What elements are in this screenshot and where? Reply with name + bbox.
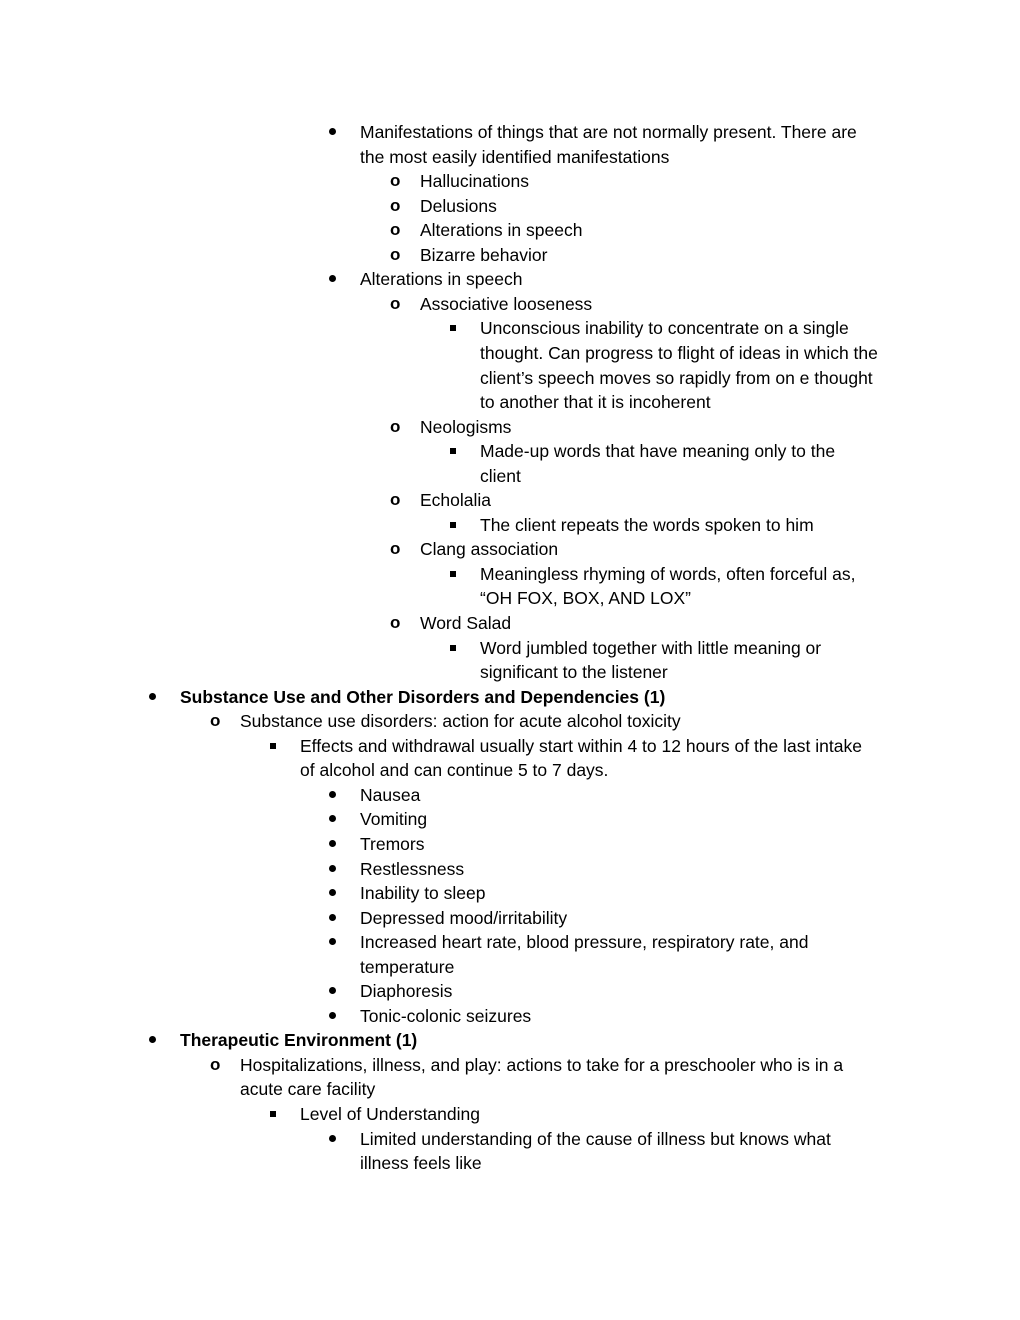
- list-item-text: Delusions: [420, 195, 497, 216]
- list-item-text: Hospitalizations, illness, and play: actions to take for a preschooler who is in a: [240, 1054, 844, 1075]
- list-item-text: temperature: [360, 956, 455, 977]
- square-bullet-icon: [450, 513, 456, 528]
- list-item-text: Restlessness: [360, 858, 465, 879]
- list-item-text: Depressed mood/irritability: [360, 907, 568, 928]
- circle-bullet-icon: o: [390, 244, 401, 264]
- list-item-text: Limited understanding of the cause of illness but knows what: [360, 1128, 831, 1149]
- square-bullet-icon: [270, 1102, 276, 1117]
- bullet-icon: [329, 783, 336, 798]
- list-item-text: Tremors: [360, 833, 425, 854]
- square-bullet-icon: [450, 636, 456, 651]
- bullet-icon: [329, 906, 336, 921]
- list-item-text: Vomiting: [360, 809, 428, 830]
- list-item-text: the most easily identified manifestations: [360, 146, 670, 167]
- list-item-text: Nausea: [360, 784, 421, 805]
- list-item-text: acute care facility: [240, 1079, 376, 1100]
- list-item-text: The client repeats the words spoken to him: [480, 514, 814, 535]
- list-item-text: Inability to sleep: [360, 883, 486, 904]
- bullet-icon: [329, 979, 336, 994]
- bullet-icon: [329, 832, 336, 847]
- list-item-text: Substance use disorders: action for acute alcohol toxicity: [240, 711, 681, 732]
- list-item-text: Echolalia: [420, 490, 492, 511]
- list-item-text: Associative looseness: [420, 293, 593, 314]
- list-item-text: “OH FOX, BOX, AND LOX”: [480, 588, 692, 609]
- list-item-text: Bizarre behavior: [420, 244, 548, 265]
- bullet-icon: [329, 857, 336, 872]
- list-item-text: Made-up words that have meaning only to the: [480, 441, 836, 462]
- circle-bullet-icon: o: [210, 711, 221, 731]
- list-item-text: client’s speech moves so rapidly from on e thought: [480, 367, 873, 388]
- circle-bullet-icon: o: [390, 613, 401, 632]
- square-bullet-icon: [450, 439, 456, 454]
- list-item-text: significant to the listener: [480, 662, 668, 683]
- list-item-text: Increased heart rate, blood pressure, respiratory rate, and: [360, 932, 809, 953]
- circle-bullet-icon: o: [390, 195, 401, 215]
- list-item-text: Word jumbled together with little meaning or: [480, 637, 822, 658]
- bullet-icon: [329, 881, 336, 896]
- list-item-text: Word Salad: [420, 613, 512, 633]
- section-heading: Substance Use and Other Disorders and Dependencies (1): [180, 686, 666, 707]
- bullet-icon: [329, 120, 336, 135]
- bullet-icon: [149, 1028, 156, 1043]
- circle-bullet-icon: o: [390, 416, 401, 436]
- list-item-text: thought. Can progress to flight of ideas in which the: [480, 342, 878, 363]
- list-item-text: to another that it is incoherent: [480, 392, 711, 413]
- list-item-text: Diaphoresis: [360, 981, 453, 1002]
- circle-bullet-icon: o: [390, 171, 401, 191]
- list-item-text: Alterations in speech: [420, 220, 583, 241]
- circle-bullet-icon: o: [390, 539, 401, 559]
- list-item-text: Unconscious inability to concentrate on a single: [480, 318, 849, 339]
- list-item-text: Manifestations of things that are not normally present. There are: [360, 122, 857, 142]
- bullet-icon: [329, 267, 336, 282]
- bullet-icon: [329, 807, 336, 822]
- square-bullet-icon: [270, 734, 276, 749]
- bullet-icon: [329, 1127, 336, 1142]
- list-item-text: illness feels like: [360, 1153, 482, 1174]
- square-bullet-icon: [450, 316, 456, 331]
- list-item-text: of alcohol and can continue 5 to 7 days.: [300, 760, 609, 781]
- list-item-text: Alterations in speech: [360, 269, 523, 290]
- bullet-icon: [329, 1004, 336, 1019]
- circle-bullet-icon: o: [390, 490, 401, 510]
- section-heading: Therapeutic Environment (1): [180, 1030, 418, 1051]
- bullet-icon: [329, 930, 336, 945]
- list-item-text: Level of Understanding: [300, 1104, 480, 1124]
- circle-bullet-icon: o: [390, 220, 401, 240]
- list-item-text: Meaningless rhyming of words, often forceful as,: [480, 563, 856, 584]
- list-item-text: Effects and withdrawal usually start within 4 to 12 hours of the last intake: [300, 735, 862, 756]
- circle-bullet-icon: o: [210, 1054, 221, 1074]
- bullet-icon: [149, 685, 156, 700]
- square-bullet-icon: [450, 562, 456, 577]
- circle-bullet-icon: o: [390, 293, 401, 313]
- list-item-text: Neologisms: [420, 416, 512, 437]
- list-item-text: Tonic-colonic seizures: [360, 1005, 532, 1026]
- list-item-text: Clang association: [420, 539, 559, 560]
- list-item-text: client: [480, 465, 521, 486]
- list-item-text: Hallucinations: [420, 171, 529, 192]
